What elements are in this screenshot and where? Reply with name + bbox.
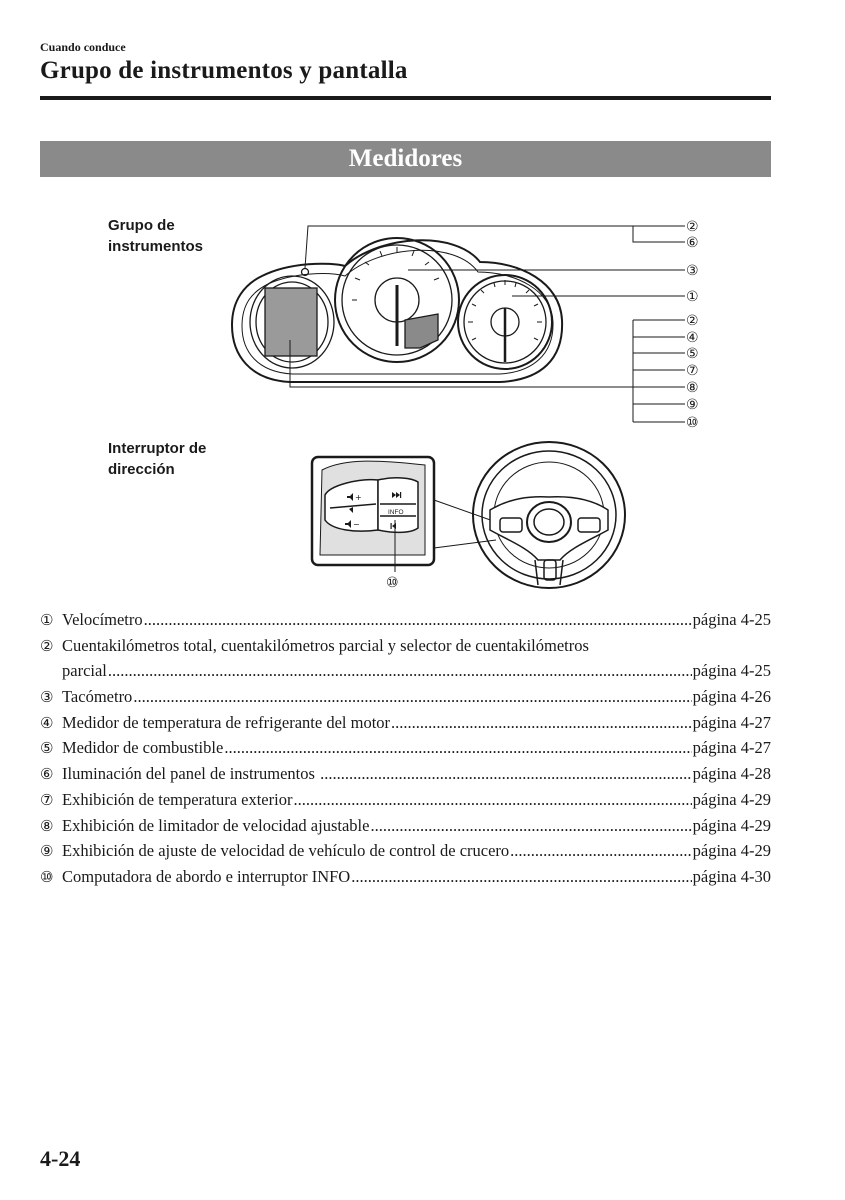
list-item: ⑦ Exhibición de temperatura exterior ..... página 4-29 — [40, 787, 771, 813]
multi-info-display — [265, 288, 317, 356]
page-ref: página 4-27 — [692, 738, 771, 758]
switch-closeup — [312, 457, 496, 572]
section-label: Cuando conduce — [40, 40, 126, 54]
section-banner: Medidores — [40, 141, 771, 177]
callout-right-0: ② — [686, 313, 699, 329]
list-item: ⑧ Exhibición de limitador de velocidad ajustable ..... página 4-29 — [40, 813, 771, 839]
page-ref: página 4-28 — [692, 764, 771, 784]
list-item: ④ Medidor de temperatura de refrigerante del motor ..... página 4-27 — [40, 710, 771, 736]
list-item: ⑥ Iluminación del panel de instrumentos ..... página 4-28 — [40, 761, 771, 787]
svg-text:−: − — [353, 520, 360, 529]
cluster-label-line2: instrumentos — [108, 238, 204, 255]
switch-label-line1: Interruptor de — [108, 440, 207, 457]
page-ref: página 4-30 — [692, 866, 771, 886]
callout-top-0: ② — [686, 219, 699, 235]
speed-limiter-display — [405, 314, 438, 348]
leader-8 — [290, 340, 685, 387]
leader-2-top — [305, 226, 685, 268]
list-item-continuation: parcial ..... página 4-25 — [40, 658, 771, 684]
list-item: ② Cuentakilómetros total, cuentakilómetros parcial y selector de cuentakilómetros — [40, 635, 589, 655]
page-ref: página 4-29 — [692, 789, 771, 809]
page-number: 4-24 — [40, 1146, 81, 1171]
list-item: ⑨ Exhibición de ajuste de velocidad de vehículo de control de crucero ..... página 4-29 — [40, 838, 771, 864]
callout-switch: ⑩ — [386, 575, 399, 591]
switch-info-label: INFO — [388, 509, 404, 516]
page-ref: página 4-25 — [692, 610, 771, 629]
callout-top-2: ③ — [686, 263, 699, 279]
list-item: ③ Tacómetro ..... página 4-26 — [40, 684, 771, 710]
page-ref: página 4-29 — [692, 841, 771, 861]
callout-right-4: ⑧ — [686, 380, 699, 396]
page-title: Grupo de instrumentos y pantalla — [40, 57, 408, 84]
callout-right-6: ⑩ — [686, 415, 699, 431]
callout-top-1: ⑥ — [686, 235, 699, 251]
page-ref: página 4-29 — [692, 815, 771, 835]
callout-top-3: ① — [686, 289, 699, 305]
meter-list — [40, 607, 771, 890]
list-item: ① Velocímetro ..... página 4-25 — [40, 607, 771, 633]
callout-right-3: ⑦ — [686, 363, 699, 379]
page-ref: página 4-25 — [692, 661, 771, 681]
callout-right-5: ⑨ — [686, 397, 699, 413]
steering-wheel — [473, 442, 625, 588]
switch-label-line2: dirección — [108, 461, 175, 478]
callout-right-1: ④ — [686, 330, 699, 346]
page-ref: página 4-26 — [692, 687, 771, 707]
page-ref: página 4-27 — [692, 712, 771, 732]
list-item: ⑩ Computadora de abordo e interruptor INFO ..... página 4-30 — [40, 864, 771, 890]
callout-right-2: ⑤ — [686, 346, 699, 362]
cluster-label-line1: Grupo de — [108, 217, 175, 234]
svg-text:+: + — [355, 493, 362, 502]
list-item: ⑤ Medidor de combustible ..... página 4-27 — [40, 735, 771, 761]
